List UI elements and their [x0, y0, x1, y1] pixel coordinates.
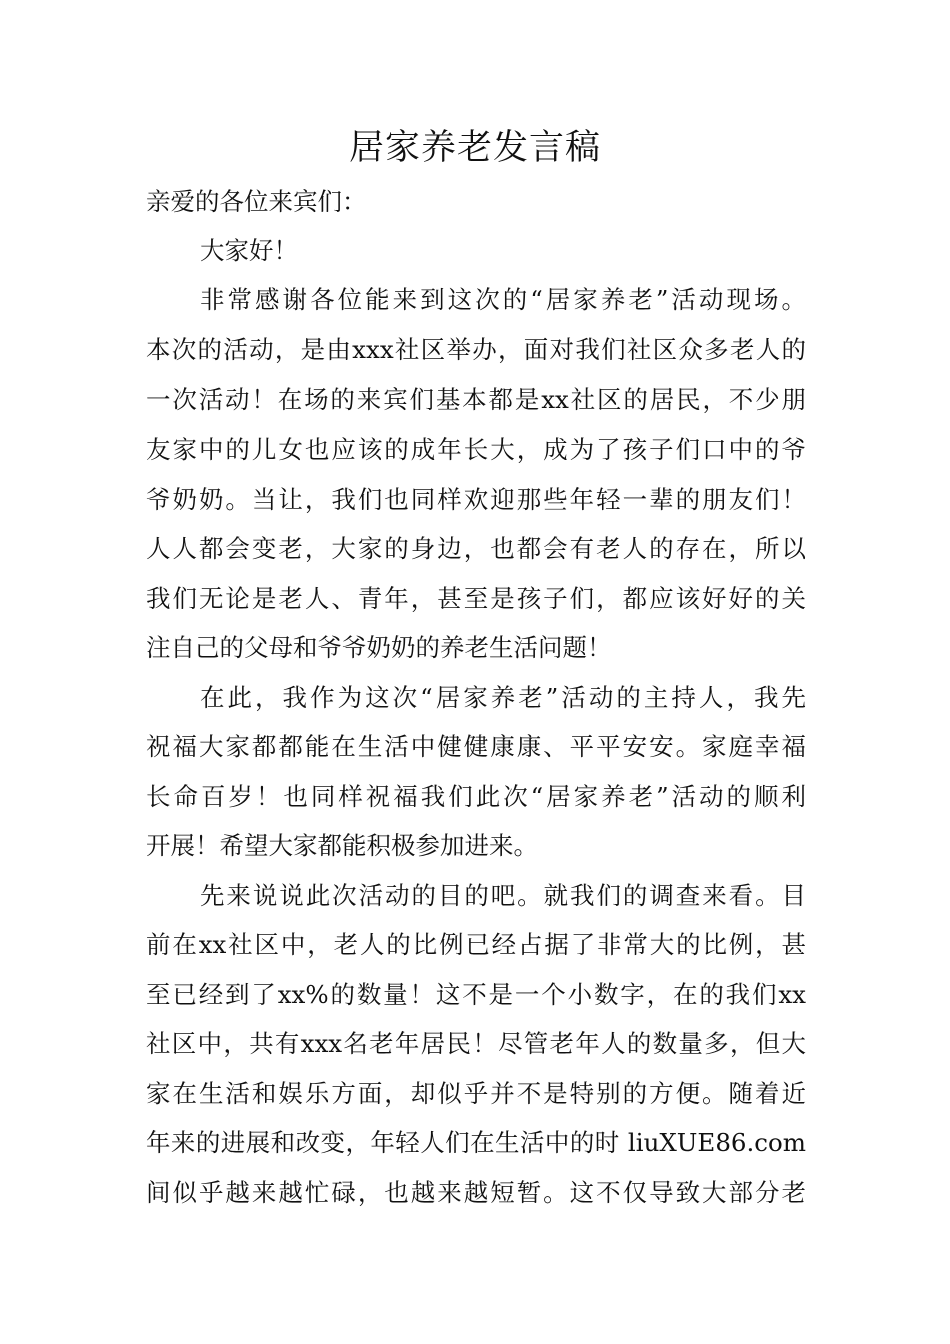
paragraph-line: 前在xx社区中，老人的比例已经占据了非常大的比例，甚: [146, 930, 806, 959]
paragraph-line: 间似乎越来越忙碌，也越来越短暂。这不仅导致大部分老: [146, 1178, 806, 1207]
paragraph-line: 家在生活和娱乐方面，却似乎并不是特别的方便。随着近: [146, 1079, 806, 1108]
paragraph-line: 友家中的儿女也应该的成年长大，成为了孩子们口中的爷: [146, 435, 806, 464]
paragraph-line: 我们无论是老人、青年，甚至是孩子们，都应该好好的关: [146, 584, 806, 613]
paragraph-line: 开展！希望大家都能积极参加进来。: [146, 831, 538, 860]
paragraph-line: 本次的活动，是由xxx社区举办，面对我们社区众多老人的: [146, 335, 806, 364]
paragraph-line: 长命百岁！也同样祝福我们此次“居家养老”活动的顺利: [146, 782, 806, 811]
paragraph-line: 在此，我作为这次“居家养老”活动的主持人，我先: [200, 683, 806, 712]
paragraph-line: 先来说说此次活动的目的吧。就我们的调查来看。目: [200, 881, 806, 910]
greeting-line: 亲爱的各位来宾们：: [146, 187, 367, 216]
paragraph-line: 祝福大家都都能在生活中健健康康、平平安安。家庭幸福: [146, 732, 806, 761]
paragraph-line: 至已经到了xx%的数量！这不是一个小数字，在的我们xx: [146, 980, 806, 1009]
paragraph-line: 年来的进展和改变，年轻人们在生活中的时 liuXUE86.com: [146, 1128, 806, 1157]
hello-line: 大家好！: [200, 236, 298, 265]
document-title: 居家养老发言稿: [348, 128, 601, 168]
paragraph-line: 一次活动！在场的来宾们基本都是xx社区的居民，不少朋: [146, 385, 806, 414]
paragraph-line: 社区中，共有xxx名老年居民！尽管老年人的数量多，但大: [146, 1029, 806, 1058]
paragraph-line: 注自己的父母和爷爷奶奶的养老生活问题！: [146, 633, 612, 662]
paragraph-line: 人人都会变老，大家的身边，也都会有老人的存在，所以: [146, 534, 806, 563]
paragraph-line: 非常感谢各位能来到这次的“居家养老”活动现场。: [200, 285, 806, 314]
paragraph-line: 爷奶奶。当让，我们也同样欢迎那些年轻一辈的朋友们！: [146, 485, 806, 514]
